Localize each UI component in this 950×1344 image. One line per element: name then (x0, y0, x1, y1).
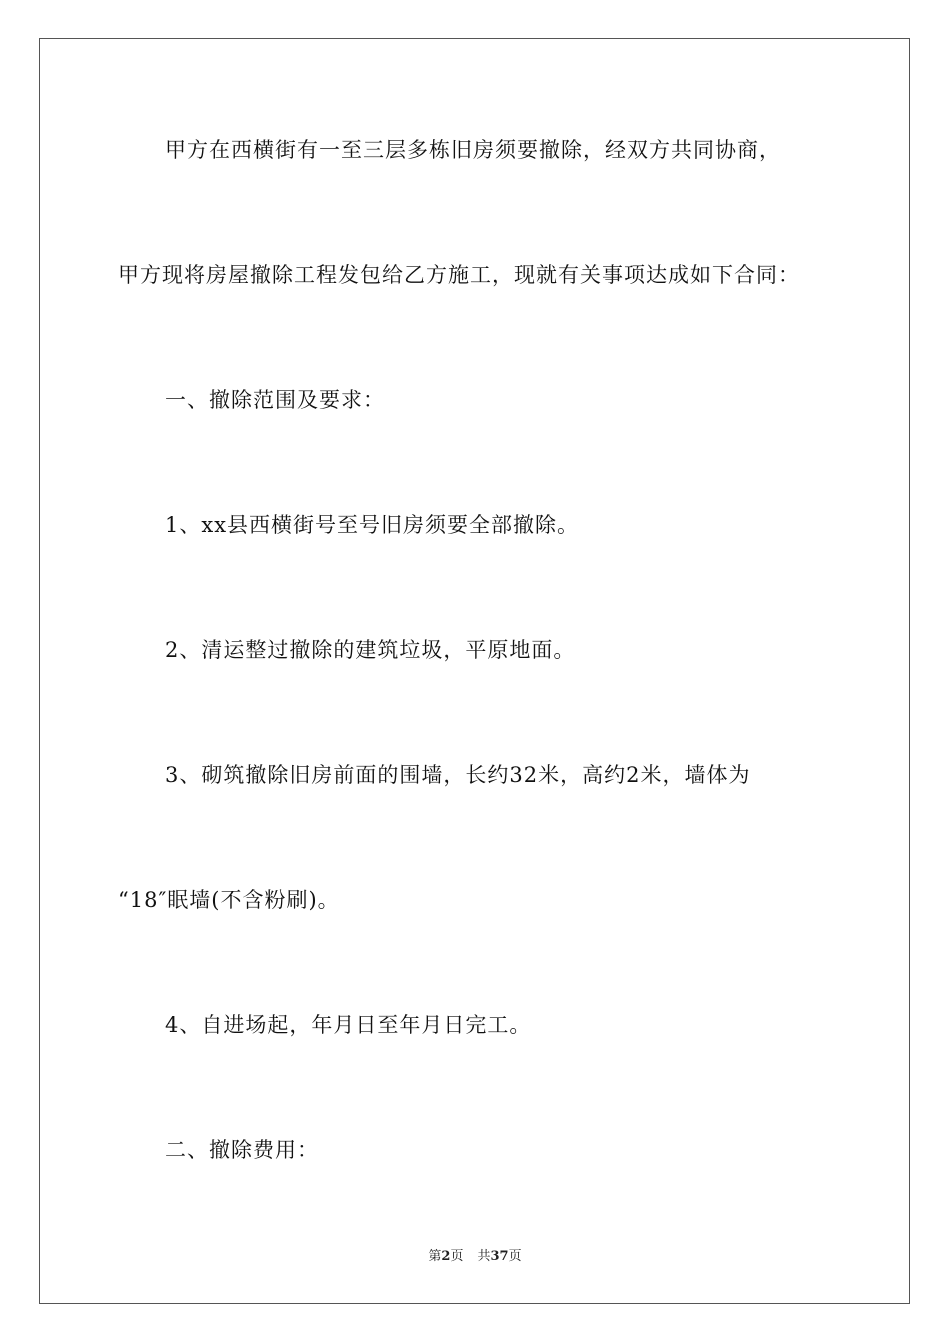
total-prefix: 共 (477, 1249, 491, 1264)
list-item-4: 4、自进场起，年月日至年月日完工。 (165, 1013, 532, 1037)
total-suffix: 页 (508, 1249, 522, 1264)
list-item-3-line-1: 3、砌筑撤除旧房前面的围墙，长约32米，高约2米，墙体为 (165, 763, 751, 787)
page-frame (39, 38, 910, 1304)
page-number: 2 (441, 1249, 451, 1264)
paragraph-intro-line-2: 甲方现将房屋撤除工程发包给乙方施工，现就有关事项达成如下合同： (118, 263, 800, 287)
page-suffix: 页 (450, 1249, 464, 1264)
page-footer (0, 1249, 950, 1265)
section-heading-cost: 二、撤除费用： (165, 1138, 319, 1162)
list-item-3-line-2: “18″眠墙(不含粉刷)。 (118, 888, 340, 912)
list-item-1: 1、xx县西横街号至号旧房须要全部撤除。 (165, 513, 580, 537)
paragraph-intro-line-1: 甲方在西横街有一至三层多栋旧房须要撤除，经双方共同协商， (165, 138, 781, 162)
total-pages: 37 (490, 1249, 509, 1264)
list-item-2: 2、清运整过撤除的建筑垃圾，平原地面。 (165, 638, 576, 662)
page-prefix: 第 (428, 1249, 442, 1264)
section-heading-scope: 一、撤除范围及要求： (165, 388, 385, 412)
